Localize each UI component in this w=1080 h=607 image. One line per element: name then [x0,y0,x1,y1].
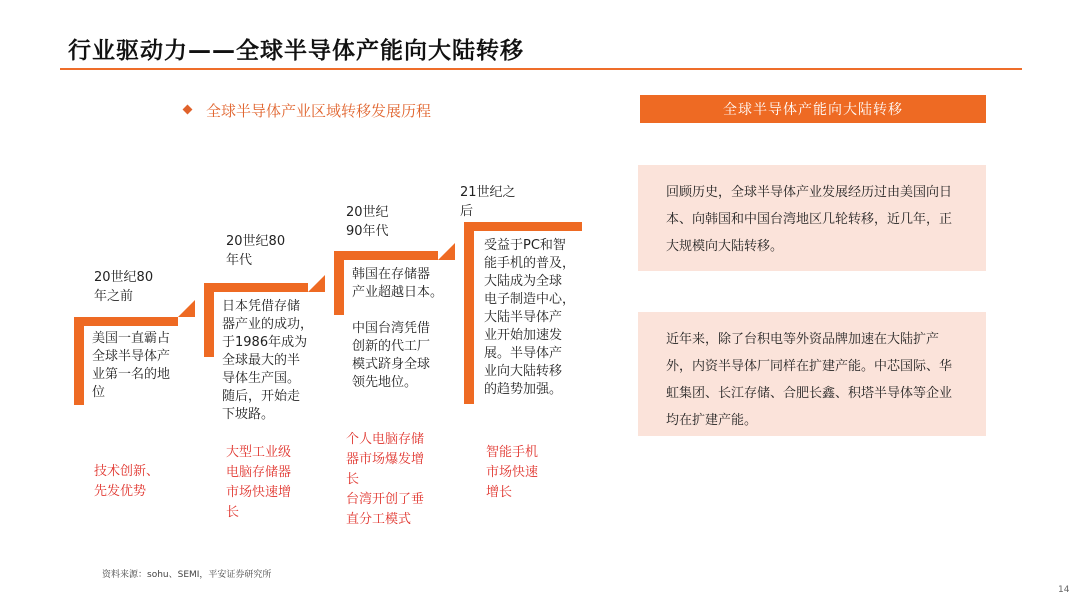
era-description: 美国一直霸占 全球半导体产 业第一名的地 位 [92,331,171,400]
step-riser [204,283,214,357]
step-bar [74,317,178,326]
timeline-subtitle-text: 全球半导体产业区域转移发展历程 [206,102,432,120]
step-arrow-icon [308,275,325,292]
page-title: 行业驱动力——全球半导体产能向大陆转移 [68,38,524,64]
era-driver: 技术创新、 先发优势 [94,464,160,499]
era-label: 21世纪之 后 [460,185,516,219]
step-arrow-icon [438,243,455,260]
history-summary-box: 回顾历史，全球半导体产业发展经历过由美国向日本、向韩国和中国台湾地区几轮转移，近几年，正大规模向大陆转移。 [638,165,986,271]
era-driver: 个人电脑存储 器市场爆发增 长 台湾开创了垂 直分工模式 [346,432,425,527]
step-bar [204,283,308,292]
era-description: 受益于PC和智 能手机的普及， 大陆成为全球 电子制造中心， 大陆半导体产 业开始加速发 展。半导体产 业向大陆转移 的趋势加强。 [484,238,576,397]
side-panel-header: 全球半导体产能向大陆转移 [640,95,986,123]
diamond-bullet-icon [183,105,193,115]
step-riser [334,251,344,315]
source-note: 资料来源：sohu、SEMI，平安证券研究所 [102,570,272,580]
step-bar [334,251,438,260]
page-number: 14 [1058,585,1070,595]
step-riser [74,317,84,405]
era-label: 20世纪80 年之前 [94,270,154,304]
era-label: 20世纪 90年代 [346,205,389,239]
step-bar [464,222,582,231]
era-description: 韩国在存储器 产业超越日本。 中国台湾凭借 创新的代工厂 模式跻身全球 领先地位。 [352,267,444,390]
timeline-subtitle [206,100,431,121]
era-driver: 大型工业级 电脑存储器 市场快速增 长 [226,445,292,520]
era-driver: 智能手机 市场快速 增长 [486,445,539,500]
recent-expansion-box: 近年来，除了台积电等外资品牌加速在大陆扩产外，内资半导体厂同样在扩建产能。中芯国际、华虹集团、长江存储、合肥长鑫、积塔半导体等企业均在扩建产能。 [638,312,986,436]
title-divider [60,68,1022,70]
era-description: 日本凭借存储 器产业的成功， 于1986年成为 全球最大的半 导体生产国。 随后，开始走 下坡路。 [222,299,314,422]
era-label: 20世纪80 年代 [226,234,286,268]
step-riser [464,222,474,404]
